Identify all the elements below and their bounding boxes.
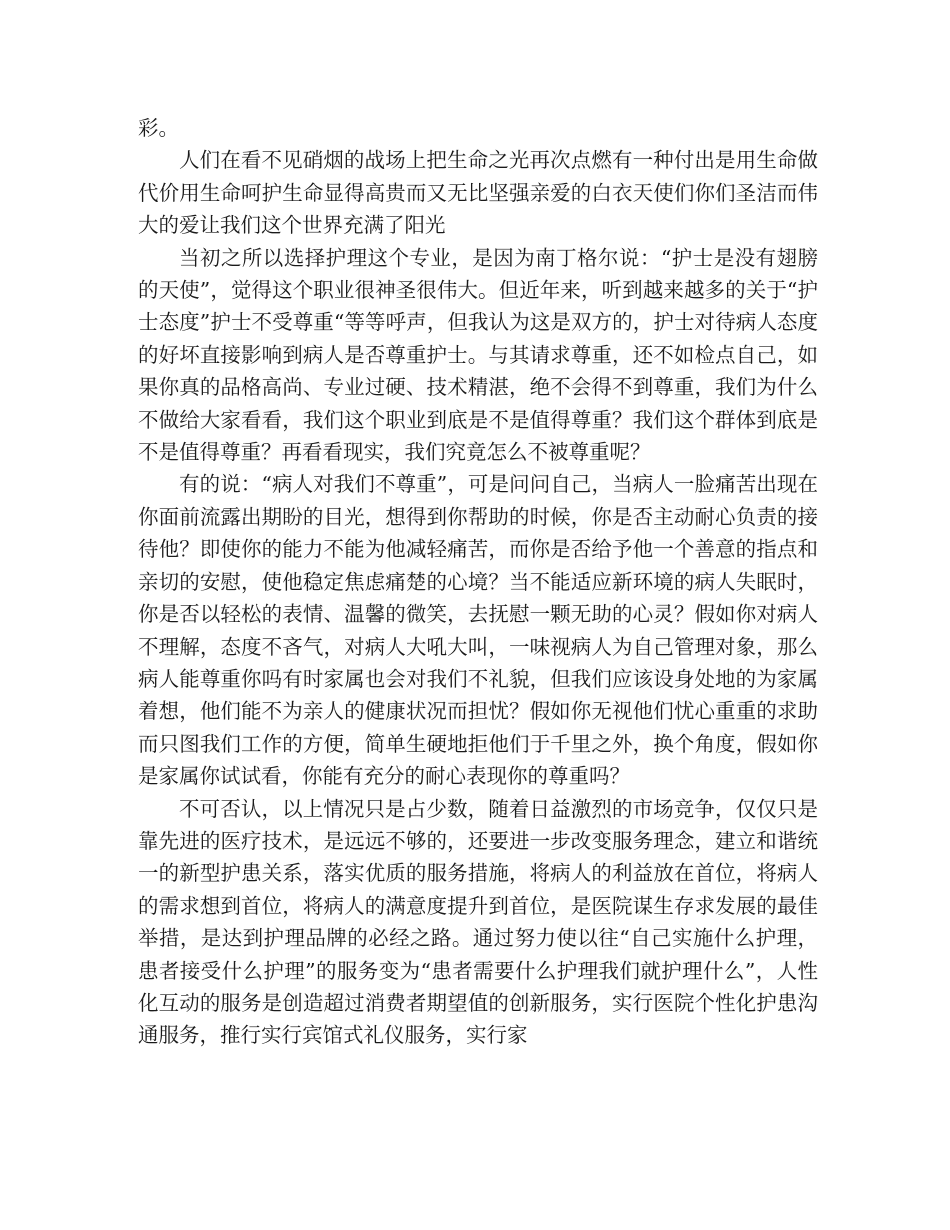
- document-body: [138, 112, 818, 1052]
- paragraph: 当初之所以选择护理这个专业，是因为南丁格尔说：“护士是没有翅膀的天使”，觉得这个职业很神圣很伟大。但近年来，听到越来越多的关于“护士态度”护士不受尊重“等等呼声，但我认为这是双方的，护士对待病人态度的好坏直接影响到病人是否尊重护士。与其请求尊重，还不如检点自己，如果你真的品格高尚、专业过硬、技术精湛，绝不会得不到尊重，我们为什么不做给大家看看，我们这个职业到底是不是值得尊重？我们这个群体到底是不是值得尊重？再看看现实，我们究竟怎么不被尊重呢？: [138, 245, 818, 465]
- paragraph-continuation: 彩。: [138, 116, 179, 140]
- paragraph: 不可否认，以上情况只是占少数，随着日益激烈的市场竞争，仅仅只是靠先进的医疗技术，是远远不够的，还要进一步改变服务理念，建立和谐统一的新型护患关系，落实优质的服务措施，将病人的利益放在首位，将病人的需求想到首位，将病人的满意度提升到首位，是医院谋生存求发展的最佳举措，是达到护理品牌的必经之路。通过努力使以往“自己实施什么护理，患者接受什么护理”的服务变为“患者需要什么护理我们就护理什么”，人性化互动的服务是创造超过消费者期望值的创新服务，实行医院个性化护患沟通服务，推行实行宾馆式礼仪服务，实行家: [138, 796, 818, 1048]
- paragraph: 人们在看不见硝烟的战场上把生命之光再次点燃有一种付出是用生命做代价用生命呵护生命显得高贵而又无比坚强亲爱的白衣天使们你们圣洁而伟大的爱让我们这个世界充满了阳光: [138, 148, 818, 238]
- paragraph: 有的说：“病人对我们不尊重”，可是问问自己，当病人一脸痛苦出现在你面前流露出期盼的目光，想得到你帮助的时候，你是否主动耐心负责的接待他？即使你的能力不能为他减轻痛苦，而你是否给予他一个善意的指点和亲切的安慰，使他稳定焦虑痛楚的心境？当不能适应新环境的病人失眠时，你是否以轻松的表情、温馨的微笑，去抚慰一颗无助的心灵？假如你对病人不理解，态度不吝气，对病人大吼大叫，一味视病人为自己管理对象，那么病人能尊重你吗有时家属也会对我们不礼貌，但我们应该设身处地的为家属着想，他们能不为亲人的健康状况而担忧？假如你无视他们忧心重重的求助而只图我们工作的方便，简单生硬地拒他们于千里之外，换个角度，假如你是家属你试试看，你能有充分的耐心表现你的尊重吗？: [138, 472, 818, 789]
